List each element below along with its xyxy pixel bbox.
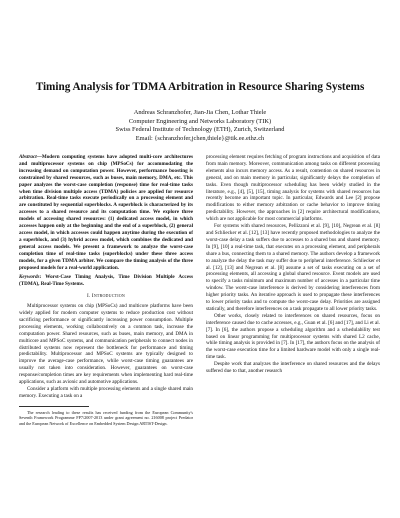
right-column	[206, 154, 380, 375]
author-names: Andreas Schranzhofer, Jian-Jia Chen, Lothar Thiele	[133, 109, 267, 116]
paragraph: For systems with shared resources, Pellizzoni et al. [9], [10], Negrean et al. [8] and Schliecker et al. [12], [13] have recently proposed methodologies to analyze the worst-case delay a task suffers due to accesses to a shared bus and shared memory. In [9], [10] a real-time task, that executes on a processing element, and peripherals share a bus, connecting them to a shared memory. The authors develop a framework to analyze the delay the task may suffer due to peripheral interference. Schliecker et al. [12], [13] and Negrean et al. [8] assume a set of tasks executing on a set of processing elements, all accessing a global shared resource. Event models are used to specify a tasks minimum and maximum number of accesses in a particular time window. The worst-case interference is derived by considering interferences from higher priority tasks. An iterative approach is used to propagate these interferences to lower priority tasks and to compute the worst-case delay. Priorities are assigned statically, and therefore interferences on a task propagate to all lower priority tasks.	[206, 223, 380, 312]
abstract-lead: Abstract	[19, 154, 37, 160]
paragraph: Other works, closely related to interferences on shared resources, focus on interference caused due to cache accesses, e.g., Guan et al. [6] and [17], and Li et al. [7]. In [6], the authors propose a scheduling algorithm and a schedulability test based on linear programming for multiprocessor systems with shared L2 cache, while timing analysis is provided in [7]. In [17], the authors focus on the analysis of the worst-case execution time for a limited hardware model with only a single real-time task.	[206, 312, 380, 361]
paper-title: Timing Analysis for TDMA Arbitration in Resource Sharing Systems	[35, 81, 365, 93]
author-institute: Swiss Federal Institute of Technology (ETH), Zurich, Switzerland	[115, 126, 285, 134]
left-column	[19, 154, 193, 426]
keywords-text: : Worst-Case Timing Analysis, Time Division Multiple Access (TDMA), Real-Time Systems.	[19, 274, 193, 288]
paragraph: processing element requires fetching of program instructions and acquisition of data from main memory. Moreover, communication among tasks on different processing elements also incurs memory access. As a result, contention on shared resources in general, and on main memory in particular, significantly delays the completion of tasks. Even though multiprocessor scheduling has been widely studied in the literature, e.g., [4], [5], [15], timing analysis for systems with shared resources has recently become an important topic. In particular, Edwards and Lee [2] propose modifications to either memory arbitration or cache behavior to improve timing predictability. However, the approaches in [2] require architectural modifications, which are not applicable for most commercial platforms.	[206, 154, 380, 223]
abstract	[19, 154, 193, 271]
author-block	[40, 109, 360, 143]
keywords	[19, 274, 193, 288]
paragraph: Despite work that analyzes the interference on shared resources and the delays suffered due to that, another research	[206, 361, 380, 375]
footnote-divider	[19, 406, 89, 407]
abstract-text: —Modern computing systems have adopted multi-core architectures and multiprocessor systems on chip (MPSoCs) for accommodating the increasing demand on computation power. However, performance boosting is constrained by shared resources, such as buses, main memory, DMA, etc. This paper analyzes the worst-case completion (response) time for real-time tasks when time division multiple access (TDMA) policies are applied for resource arbitration. Real-time tasks execute periodically on a processing element and are constituted by sequential superblocks. A superblock is characterized by its accesses to a shared resource and its computation time. We explore three models of accessing shared resources: (1) dedicated access model, in which accesses happen only at the beginning and the end of a superblock, (2) general access model, in which accesses could happen anytime during the execution of a superblock, and (3) hybrid access model, which combines the dedicated and general access models. We present a framework to analyze the worst-case completion time of real-time tasks (superblocks) under these three access models, for a given TDMA arbiter. We compare the timing analysis of the three proposed models for a real-world application.	[19, 154, 193, 271]
keywords-lead: Keywords	[19, 274, 40, 281]
paragraph: Multiprocessor systems on chip (MPSoCs) and multicore platforms have been widely applied for modern computer systems to reduce production cost without sacrificing performance or significantly increasing power consumption. Multiple processing elements, working collaboratively on a common task, increase the computation power. Shared resources, such as buses, main memory, and DMA in multicore and MPSoC systems, and communication peripherals to connect nodes in distributed systems now represent the bottleneck for performance and timing predictability. Multiprocessor and MPSoC systems are typically designed to improve the average-case performance, while worst-case timing guarantees are usually not taken into consideration. However, guarantees on worst-case response/completion times are key requirements when implementing hard real-time applications, such as avionic and automotive applications.	[19, 303, 193, 386]
section-heading-introduction: I. Introduction	[87, 293, 125, 300]
paragraph: Consider a platform with multiple processing elements and a single shared main memory. Executing a task on a	[19, 386, 193, 399]
author-email: Email: {schranzhofer,jchen,thiele}@tik.ee.ethz.ch	[135, 134, 265, 142]
author-lab: Computer Engineering and Networks Laboratory (TIK)	[128, 117, 272, 125]
footnote: The research leading to these results has received funding from the European Community's Seventh Framework Programme FP7/2007-2013 under grant agreement no. 216008 project Predator and the European Network of Excellence on Embedded System Design ARTIST-Design.	[19, 409, 193, 426]
